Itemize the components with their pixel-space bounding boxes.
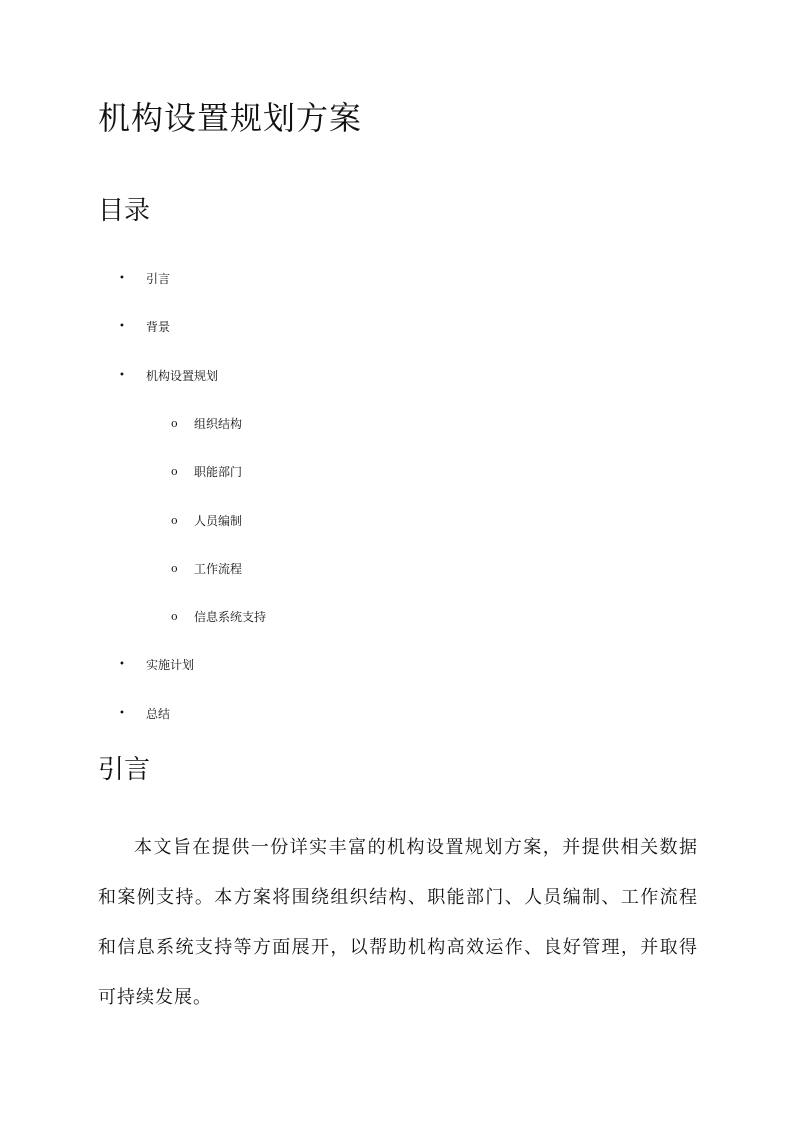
toc-item-label: 信息系统支持: [194, 610, 267, 624]
toc-item-intro[interactable]: [119, 271, 171, 287]
toc-item-org-planning[interactable]: [119, 368, 219, 384]
toc-item-implementation[interactable]: [119, 657, 195, 673]
toc-item-label: 工作流程: [194, 562, 243, 576]
circle-bullet-icon: o: [171, 417, 178, 430]
intro-paragraph: 本文旨在提供一份详实丰富的机构设置规划方案，并提供相关数据和案例支持。本方案将围绕组织结构、职能部门、人员编制、工作流程和信息系统支持等方面展开，以帮助机构高效运作、良好管理，并取得可持续发展。: [98, 837, 698, 1008]
toc-item-workflow[interactable]: [171, 561, 243, 577]
toc-item-staffing[interactable]: [171, 513, 243, 529]
document-title: 机构设置规划方案: [98, 99, 363, 137]
bullet-icon: •: [119, 321, 125, 332]
circle-bullet-icon: o: [171, 562, 178, 575]
toc-item-functional-depts[interactable]: [171, 464, 243, 480]
bullet-icon: •: [119, 370, 125, 381]
bullet-icon: •: [119, 273, 125, 284]
toc-item-label: 组织结构: [194, 417, 243, 431]
toc-item-label: 职能部门: [194, 465, 243, 479]
toc-item-label: 引言: [146, 272, 171, 286]
toc-item-info-systems[interactable]: [171, 609, 267, 625]
toc-item-background[interactable]: [119, 319, 171, 335]
toc-item-label: 人员编制: [194, 514, 243, 528]
toc-item-summary[interactable]: [119, 706, 171, 722]
toc-item-org-structure[interactable]: [171, 416, 243, 432]
toc-item-label: 总结: [146, 707, 171, 721]
toc-item-label: 实施计划: [146, 658, 195, 672]
intro-heading: 引言: [98, 755, 151, 785]
toc-item-label: 背景: [146, 320, 171, 334]
bullet-icon: •: [119, 708, 125, 719]
toc-heading: 目录: [98, 196, 151, 226]
circle-bullet-icon: o: [171, 465, 178, 478]
bullet-icon: •: [119, 659, 125, 670]
toc-item-label: 机构设置规划: [146, 369, 219, 383]
circle-bullet-icon: o: [171, 610, 178, 623]
circle-bullet-icon: o: [171, 514, 178, 527]
